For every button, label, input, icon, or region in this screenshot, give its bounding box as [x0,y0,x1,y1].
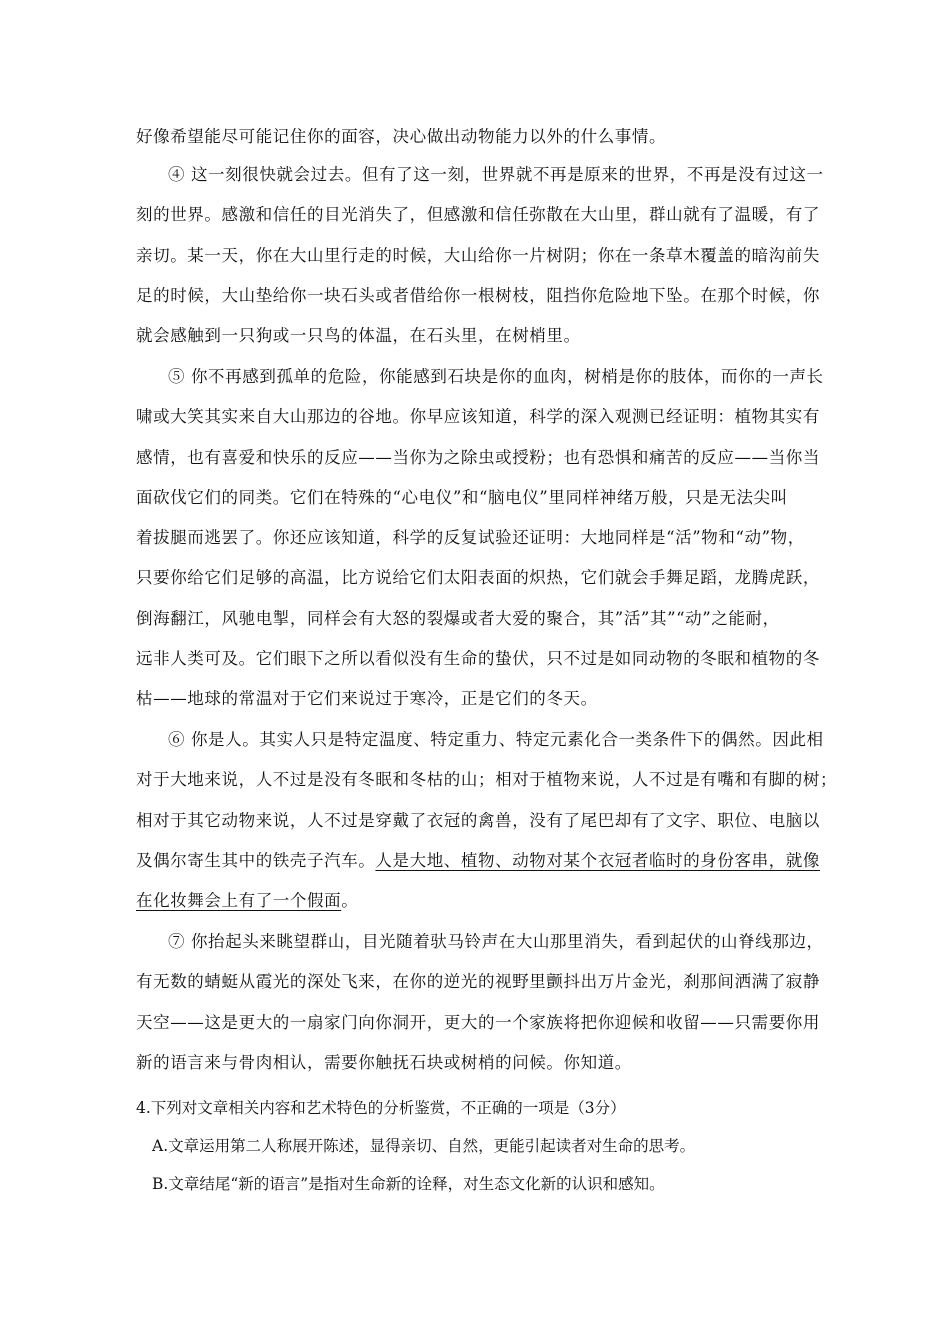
text-segment: 及偶尔寄生其中的铁壳子汽车。 [136,850,376,870]
option-a: A.文章运用第二人称展开陈述，显得亲切、自然，更能引起读者对生命的思考。 [152,1137,696,1155]
underlined-sentence-part-1: 人是大地、植物、动物对某个衣冠者临时的身份客串，就像 [375,850,821,870]
text-line: 足的时候，大山垫给你一块石头或者借给你一根树枝，阻挡你危险地下坠。在那个时候，你 [136,285,820,305]
text-line: 只要你给它们足够的高温，比方说给它们太阳表面的炽热，它们就会手舞足蹈，龙腾虎跃， [136,568,820,588]
text-segment: 。 [341,891,359,911]
text-line: 就会感触到一只狗或一只鸟的体温，在石头里，在树梢里。 [136,326,581,346]
text-line: 啸或大笑其实来自大山那边的谷地。你早应该知道，科学的深入观测已经证明：植物其实有 [136,407,820,427]
text-line: 好像希望能尽可能记住你的面容，决心做出动物能力以外的什么事情。 [136,127,667,146]
text-line: 相对于其它动物来说，人不过是穿戴了衣冠的禽兽，没有了尾巴却有了文字、职位、电脑以 [136,810,820,830]
text-line: 亲切。某一天，你在大山里行走的时候，大山给你一片树阴；你在一条草木覆盖的暗沟前失 [136,245,820,265]
text-line: 面砍伐它们的同类。它们在特殊的“心电仪”和“脑电仪”里同样神绪万般，只是无法尖叫 [136,487,788,507]
text-line: 新的语言来与骨肉相认，需要你触抚石块或树梢的问候。你知道。 [136,1052,632,1072]
text-line: ⑥ 你是人。其实人只是特定温度、特定重力、特定元素化合一类条件下的偶然。因此相 [168,730,824,749]
text-line: ⑦ 你抬起头来眺望群山，目光随着驮马铃声在大山那里消失，看到起伏的山脊线那边， [168,932,824,951]
text-line: 远非人类可及。它们眼下之所以看似没有生命的蛰伏，只不过是如同动物的冬眠和植物的冬 [136,649,820,669]
text-line: 着拔腿而逃罢了。你还应该知道，科学的反复试验还证明：大地同样是“活”物和“动”物， [136,528,805,548]
paragraph-continuation [136,117,816,157]
paragraph-5 [136,357,824,720]
text-line: ④ 这一刻很快就会过去。但有了这一刻，世界就不再是原来的世界，不再是没有过这一 [168,165,824,184]
underlined-sentence-part-2: 在化妆舞会上有了一个假面 [136,891,342,911]
text-line: 刻的世界。感激和信任的目光消失了，但感激和信任弥散在大山里，群山就有了温暖，有了 [136,205,820,225]
text-line: 感情，也有喜爱和快乐的反应——当你为之除虫或授粉；也有恐惧和痛苦的反应——当你当 [136,447,820,467]
text-line: 倒海翻江，风驰电掣，同样会有大怒的裂爆或者大爱的聚合，其”活”其”“动”之能耐， [136,608,780,628]
text-line: 天空——这是更大的一扇家门向你洞开，更大的一个家族将把你迎候和收留——只需要你用 [136,1012,820,1032]
paragraph-6 [136,720,838,921]
text-line-mixed [136,841,821,881]
text-line: 枯——地球的常温对于它们来说过于寒冷，正是它们的冬天。 [136,689,598,709]
option-b: B.文章结尾“新的语言”是指对生命新的诠释，对生态文化新的认识和感知。 [152,1175,665,1193]
paragraph-4 [136,155,824,356]
text-line: 有无数的蜻蜓从霞光的深处飞来，在你的逆光的视野里颤抖出万片金光，刹那间洒满了寂静 [136,972,820,992]
text-line-mixed [136,881,816,921]
text-line: 对于大地来说，人不过是没有冬眠和冬枯的山；相对于植物来说，人不过是有嘴和有脚的树； [136,770,838,790]
question-stem: 4.下列对文章相关内容和艺术特色的分析鉴赏，不正确的一项是（3分） [136,1099,626,1117]
paragraph-7 [136,922,824,1083]
text-line: ⑤ 你不再感到孤单的危险，你能感到石块是你的血肉，树梢是你的肢体，而你的一声长 [168,367,824,386]
